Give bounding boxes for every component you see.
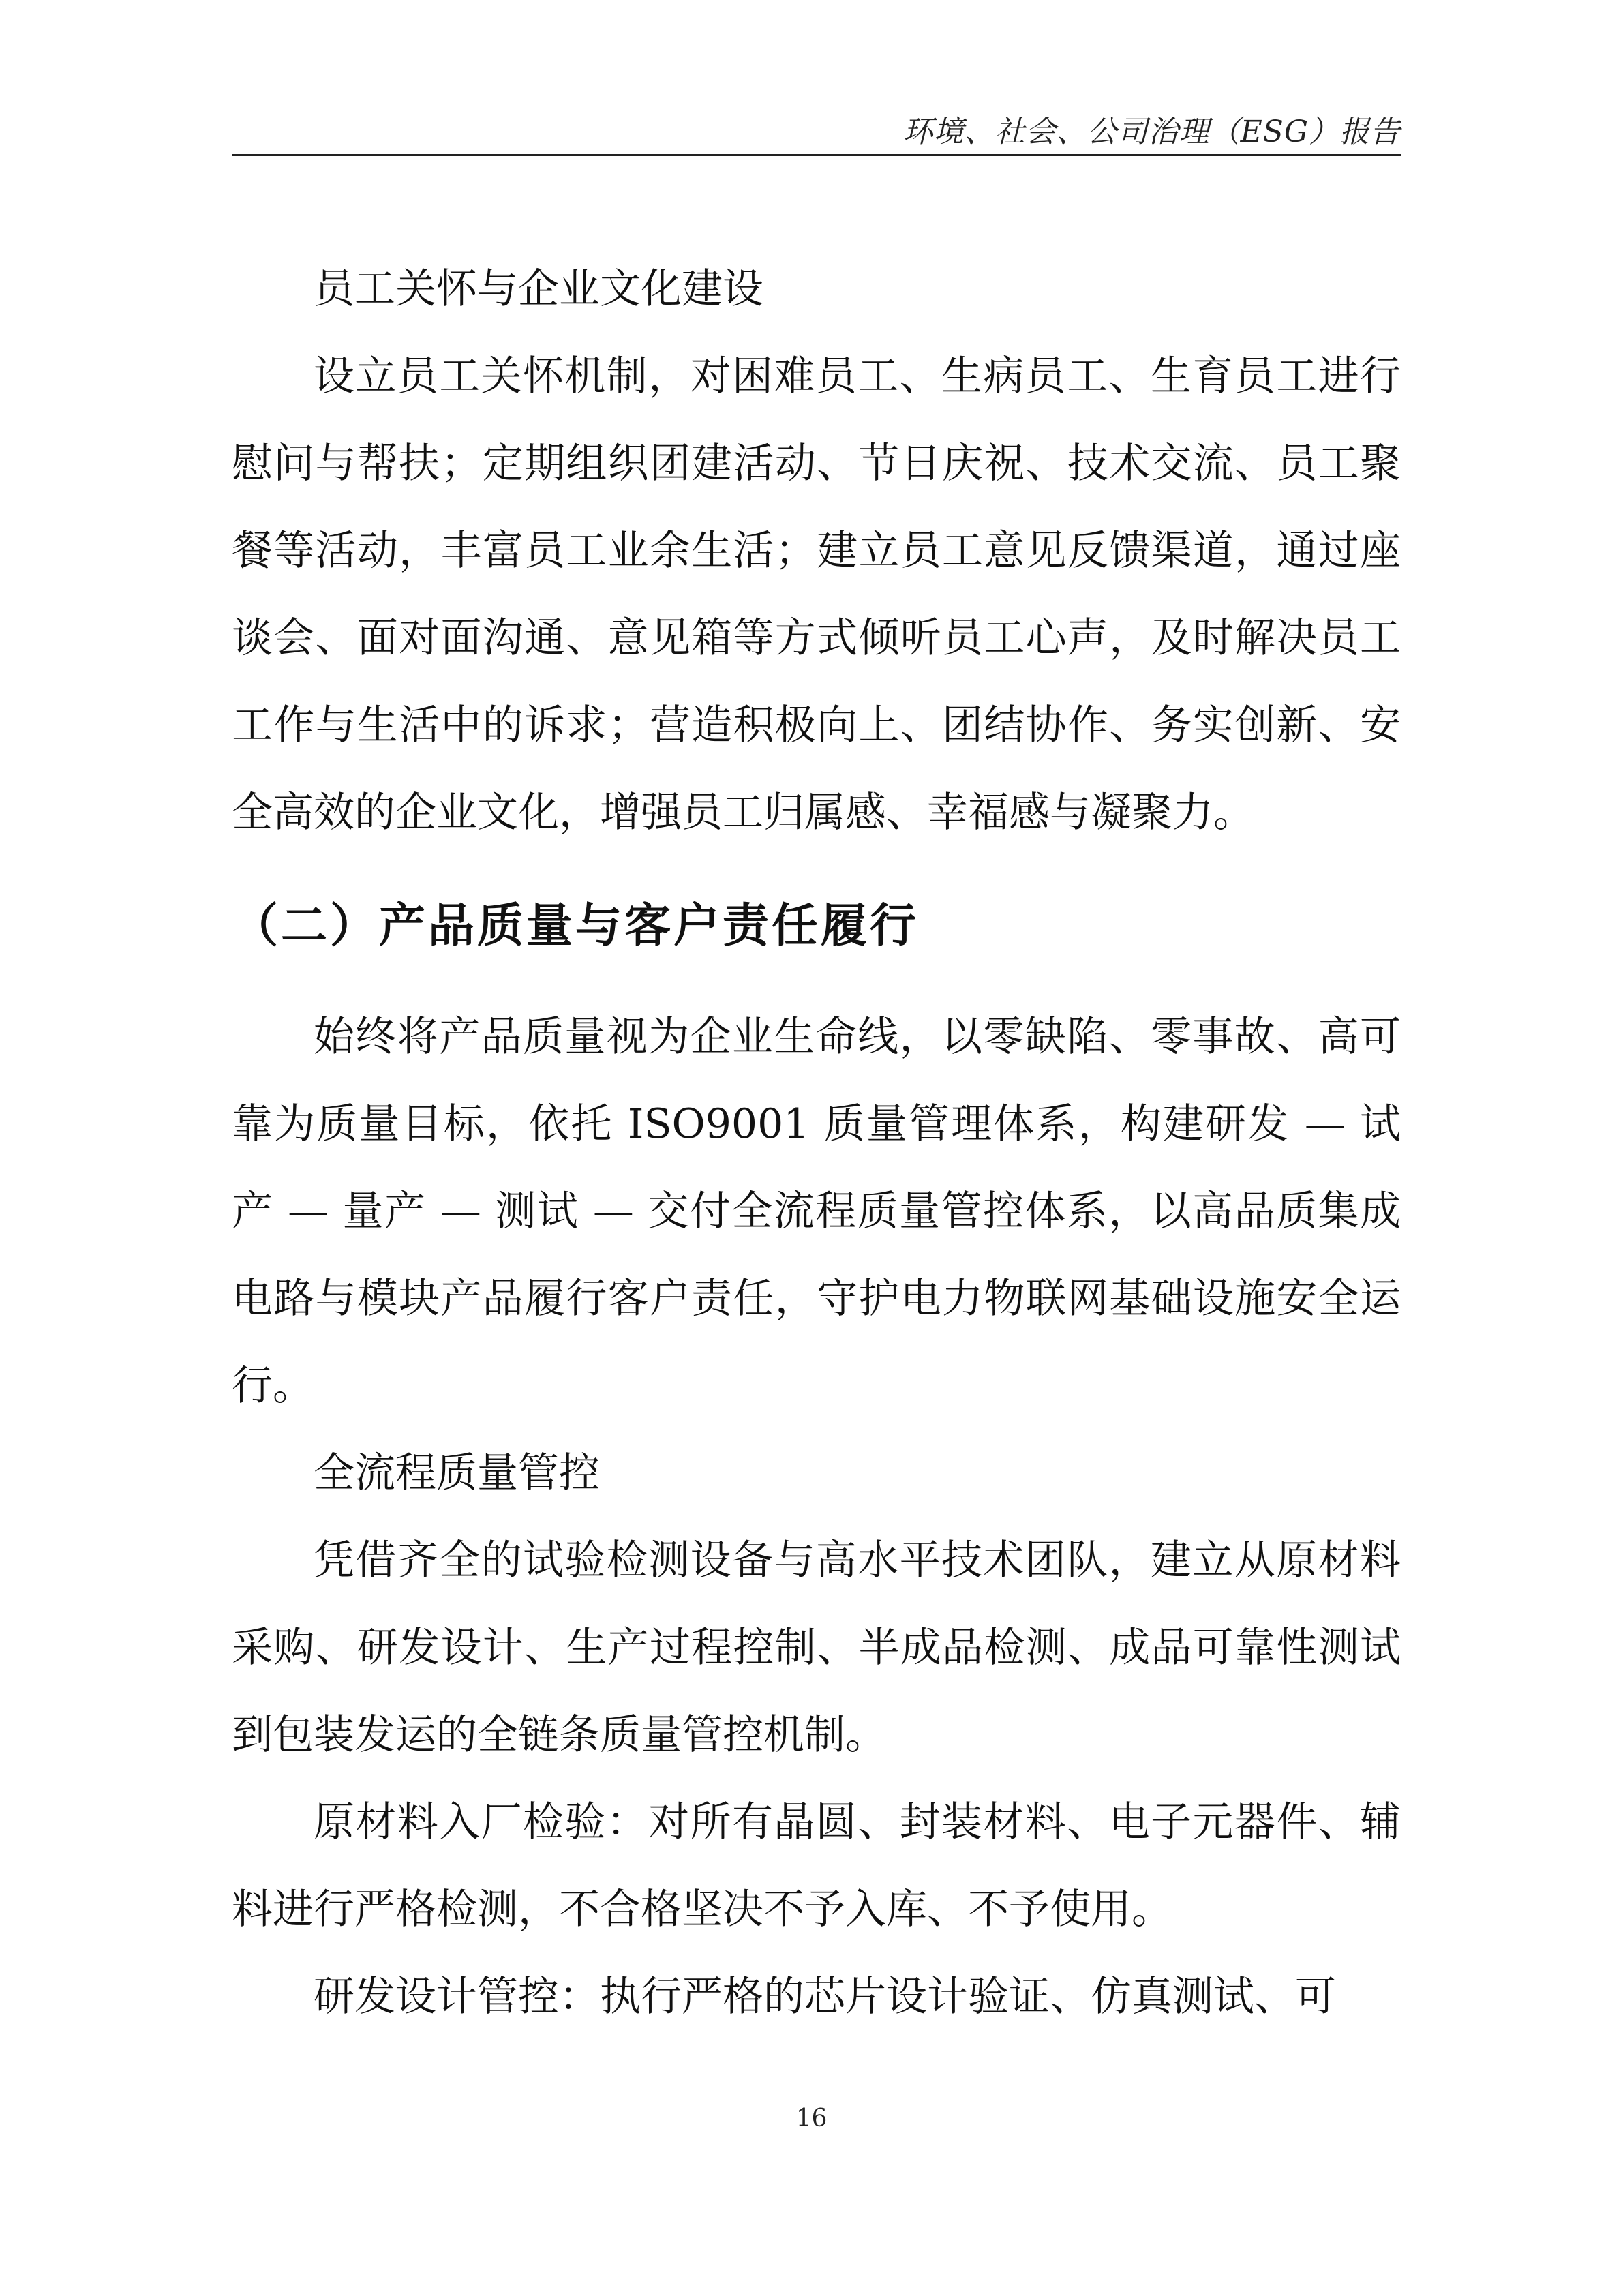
rd-design-control-paragraph: 研发设计管控：执行严格的芯片设计验证、仿真测试、可: [314, 1973, 1336, 2021]
employee-care-paragraph: 设立员工关怀机制，对困难员工、生病员工、生育员工进行慰问与帮扶；定期组织团建活动、节日庆祝、技术交流、员工聚餐等活动，丰富员工业余生活；建立员工意见反馈渠道，通过座谈会、面对面沟通、意见箱等方式倾听员工心声，及时解决员工工作与生活中的诉求；营造积极向上、团结协作、务实创新、安全高效的企业文化，增强员工归属感、幸福感与凝聚力。: [232, 352, 1401, 836]
document-body: [232, 245, 1401, 2040]
employee-care-subheading: 员工关怀与企业文化建设: [314, 265, 763, 313]
quality-control-subheading: 全流程质量管控: [314, 1449, 600, 1497]
raw-material-inspection-paragraph: 原材料入厂检验：对所有晶圆、封装材料、电子元器件、辅料进行严格检测，不合格坚决不予入库、不予使用。: [232, 1798, 1401, 1933]
page-header: [232, 116, 1401, 156]
report-header-title: 环境、社会、公司治理（ESG）报告: [902, 115, 1401, 149]
section-heading-product-quality: （二）产品质量与客户责任履行: [232, 899, 920, 953]
quality-intro-paragraph: 始终将产品质量视为企业生命线，以零缺陷、零事故、高可靠为质量目标，依托 ISO9001 质量管理体系，构建研发 — 试产 — 量产 — 测试 — 交付全流程质量管控体系，以高品质集成电路与模块产品履行客户责任，守护电力物联网基础设施安全运行。: [232, 1013, 1401, 1410]
quality-control-paragraph: 凭借齐全的试验检测设备与高水平技术团队，建立从原材料采购、研发设计、生产过程控制、半成品检测、成品可靠性测试到包装发运的全链条质量管控机制。: [232, 1537, 1401, 1759]
page-number: 16: [795, 2104, 828, 2132]
